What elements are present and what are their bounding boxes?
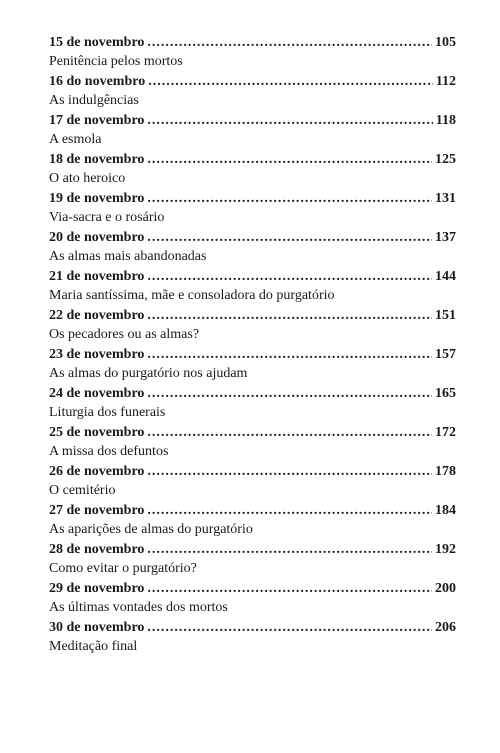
toc-entry-page-number: 178 [435,464,456,479]
dot-leader [147,462,432,482]
dot-leader [147,618,432,638]
toc-entry-page-number: 118 [435,113,456,128]
dot-leader [147,111,432,131]
toc-entry-heading [49,501,456,521]
toc-entry [49,189,456,228]
toc-entry-title: Penitência pelos mortos [49,54,183,69]
toc-entry-title: As aparições de almas do purgatório [49,522,253,537]
toc-entry [49,150,456,189]
toc-entry-heading [49,540,456,560]
toc-entry-date: 19 de novembro [49,191,145,206]
toc-entry-page-number: 151 [435,308,456,323]
toc-entry-heading [49,423,456,443]
dot-leader [147,150,432,170]
dot-leader [147,306,432,326]
toc-entry-date: 15 de novembro [49,35,145,50]
toc-entry-title: As últimas vontades dos mortos [49,600,228,615]
toc-entry [49,579,456,618]
toc-entry [49,423,456,462]
toc-entry [49,33,456,72]
toc-entry-date: 25 de novembro [49,425,145,440]
toc-entry-page-number: 206 [435,620,456,635]
toc-entry-date: 18 de novembro [49,152,145,167]
toc-entry-heading [49,111,456,131]
toc-entry [49,267,456,306]
dot-leader [147,384,432,404]
dot-leader [147,579,432,599]
toc-entry-heading [49,72,456,92]
toc-entry-title: A esmola [49,132,102,147]
toc-entry-heading [49,267,456,287]
toc-entry-date: 22 de novembro [49,308,145,323]
toc-entry-page-number: 112 [435,74,456,89]
toc-entry-page-number: 157 [435,347,456,362]
toc-entry-title: O ato heroico [49,171,126,186]
toc-entry-title: As indulgências [49,93,139,108]
toc-entry [49,462,456,501]
toc-entry-date: 30 de novembro [49,620,145,635]
toc-entry [49,345,456,384]
toc-entry-heading [49,150,456,170]
toc-entry-title: Liturgia dos funerais [49,405,166,420]
table-of-contents [49,33,456,657]
toc-entry-date: 29 de novembro [49,581,145,596]
toc-entry-page-number: 105 [435,35,456,50]
toc-entry-date: 24 de novembro [49,386,145,401]
toc-entry-heading [49,462,456,482]
toc-entry-title: As almas do purgatório nos ajudam [49,366,248,381]
toc-entry-date: 17 de novembro [49,113,145,128]
toc-entry-page-number: 137 [435,230,456,245]
toc-entry [49,540,456,579]
toc-entry-heading [49,384,456,404]
toc-entry-title: Os pecadores ou as almas? [49,327,200,342]
toc-entry-date: 23 de novembro [49,347,145,362]
toc-entry-title: Como evitar o purgatório? [49,561,197,576]
toc-entry [49,501,456,540]
dot-leader [147,228,432,248]
toc-entry-title: O cemitério [49,483,116,498]
toc-entry [49,306,456,345]
toc-entry [49,228,456,267]
toc-entry [49,384,456,423]
toc-entry [49,618,456,657]
toc-entry-date: 28 de novembro [49,542,145,557]
toc-entry-date: 20 de novembro [49,230,145,245]
toc-entry-title: Meditação final [49,639,138,654]
toc-entry-date: 27 de novembro [49,503,145,518]
toc-entry-page-number: 125 [435,152,456,167]
toc-entry-page-number: 144 [435,269,456,284]
toc-entry-page-number: 131 [435,191,456,206]
toc-entry-title: A missa dos defuntos [49,444,169,459]
toc-entry-date: 26 de novembro [49,464,145,479]
toc-entry [49,111,456,150]
toc-entry-date: 16 do novembro [49,74,146,89]
toc-entry-page-number: 172 [435,425,456,440]
toc-entry-heading [49,306,456,326]
dot-leader [147,189,432,209]
dot-leader [147,267,432,287]
dot-leader [147,33,432,53]
toc-entry-page-number: 200 [435,581,456,596]
toc-entry-heading [49,189,456,209]
toc-entry-title: Via-sacra e o rosário [49,210,165,225]
dot-leader [147,501,432,521]
toc-entry-heading [49,579,456,599]
toc-entry-page-number: 165 [435,386,456,401]
dot-leader [147,540,432,560]
dot-leader [148,72,433,92]
toc-entry [49,72,456,111]
toc-entry-heading [49,33,456,53]
dot-leader [147,423,432,443]
dot-leader [147,345,432,365]
toc-entry-page-number: 184 [435,503,456,518]
toc-entry-page-number: 192 [435,542,456,557]
toc-entry-date: 21 de novembro [49,269,145,284]
toc-entry-title: As almas mais abandonadas [49,249,207,264]
toc-entry-heading [49,228,456,248]
toc-entry-heading [49,618,456,638]
toc-entry-heading [49,345,456,365]
toc-entry-title: Maria santíssima, mãe e consoladora do purgatório [49,288,335,303]
